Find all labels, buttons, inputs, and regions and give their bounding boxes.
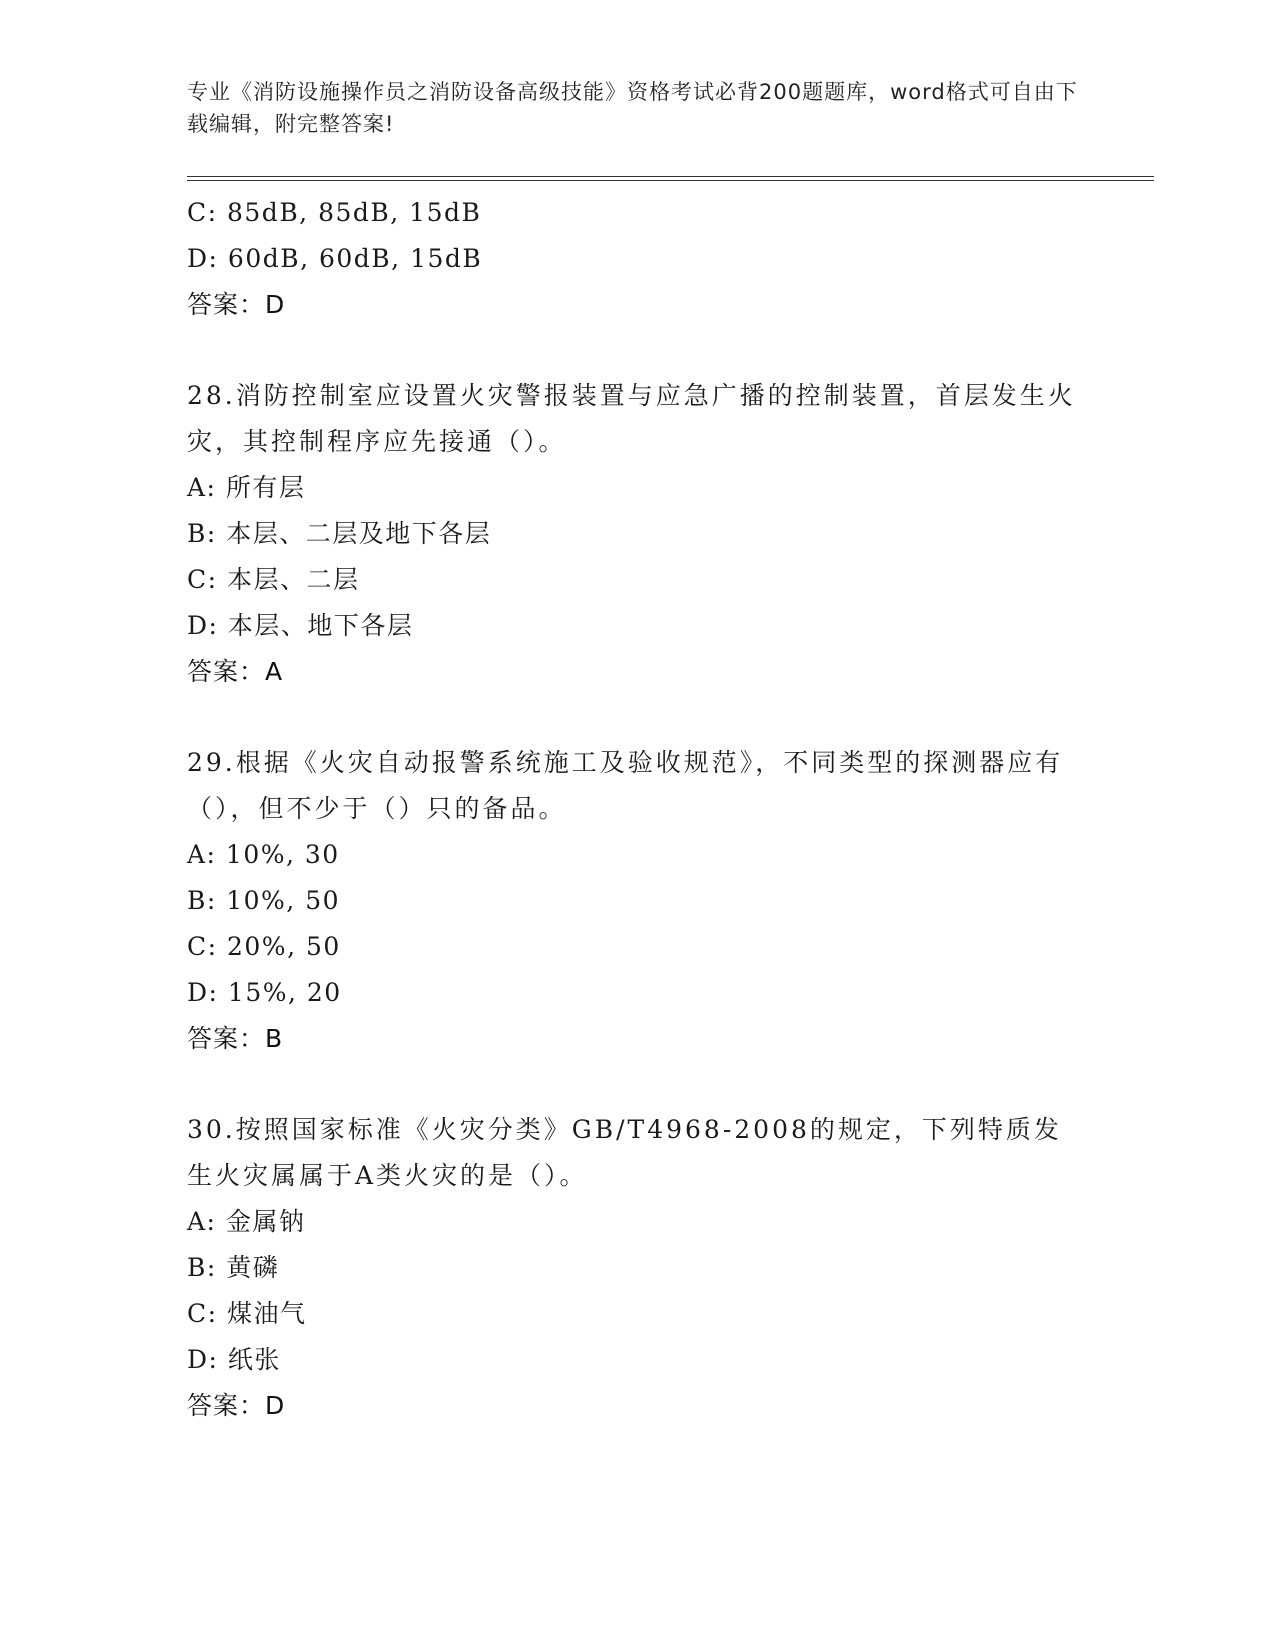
option-b: B: 10%, 50 — [187, 886, 341, 915]
answer: 答案：D — [187, 290, 286, 319]
answer: 答案：A — [187, 657, 284, 686]
option-b: B: 黄磷 — [187, 1253, 280, 1282]
question-list — [187, 190, 1087, 1429]
option-c: C: 本层、二层 — [187, 565, 360, 594]
answer: 答案：D — [187, 1391, 286, 1420]
option-a: A: 所有层 — [187, 473, 306, 502]
option-c: C: 20%, 50 — [187, 932, 341, 961]
option-d: D: 60dB, 60dB, 15dB — [187, 244, 483, 273]
option-c: C: 85dB, 85dB, 15dB — [187, 198, 482, 227]
prev-question — [187, 190, 1087, 328]
question-stem: 29.根据《火灾自动报警系统施工及验收规范》，不同类型的探测器应有（），但不少于（）只的备品。 — [187, 748, 1064, 823]
question-stem: 28.消防控制室应设置火灾警报装置与应急广播的控制装置，首层发生火灾，其控制程序应先接通（）。 — [187, 381, 1076, 456]
header-divider — [187, 176, 1154, 181]
answer: 答案：B — [187, 1024, 284, 1053]
option-a: A: 金属钠 — [187, 1207, 306, 1236]
option-b: B: 本层、二层及地下各层 — [187, 519, 492, 548]
question-stem: 30.按照国家标准《火灾分类》GB/T4968-2008的规定，下列特质发生火灾属属于A类火灾的是（）。 — [187, 1115, 1062, 1190]
option-d: D: 纸张 — [187, 1345, 281, 1374]
option-d: D: 本层、地下各层 — [187, 611, 414, 640]
option-c: C: 煤油气 — [187, 1299, 307, 1328]
option-a: A: 10%, 30 — [187, 840, 340, 869]
document-header: 专业《消防设施操作员之消防设备高级技能》资格考试必背200题题库，word格式可自由下载编辑，附完整答案! — [187, 80, 1078, 136]
question-28 — [187, 373, 1087, 695]
option-d: D: 15%, 20 — [187, 978, 342, 1007]
question-29 — [187, 740, 1087, 1062]
question-30 — [187, 1107, 1087, 1429]
